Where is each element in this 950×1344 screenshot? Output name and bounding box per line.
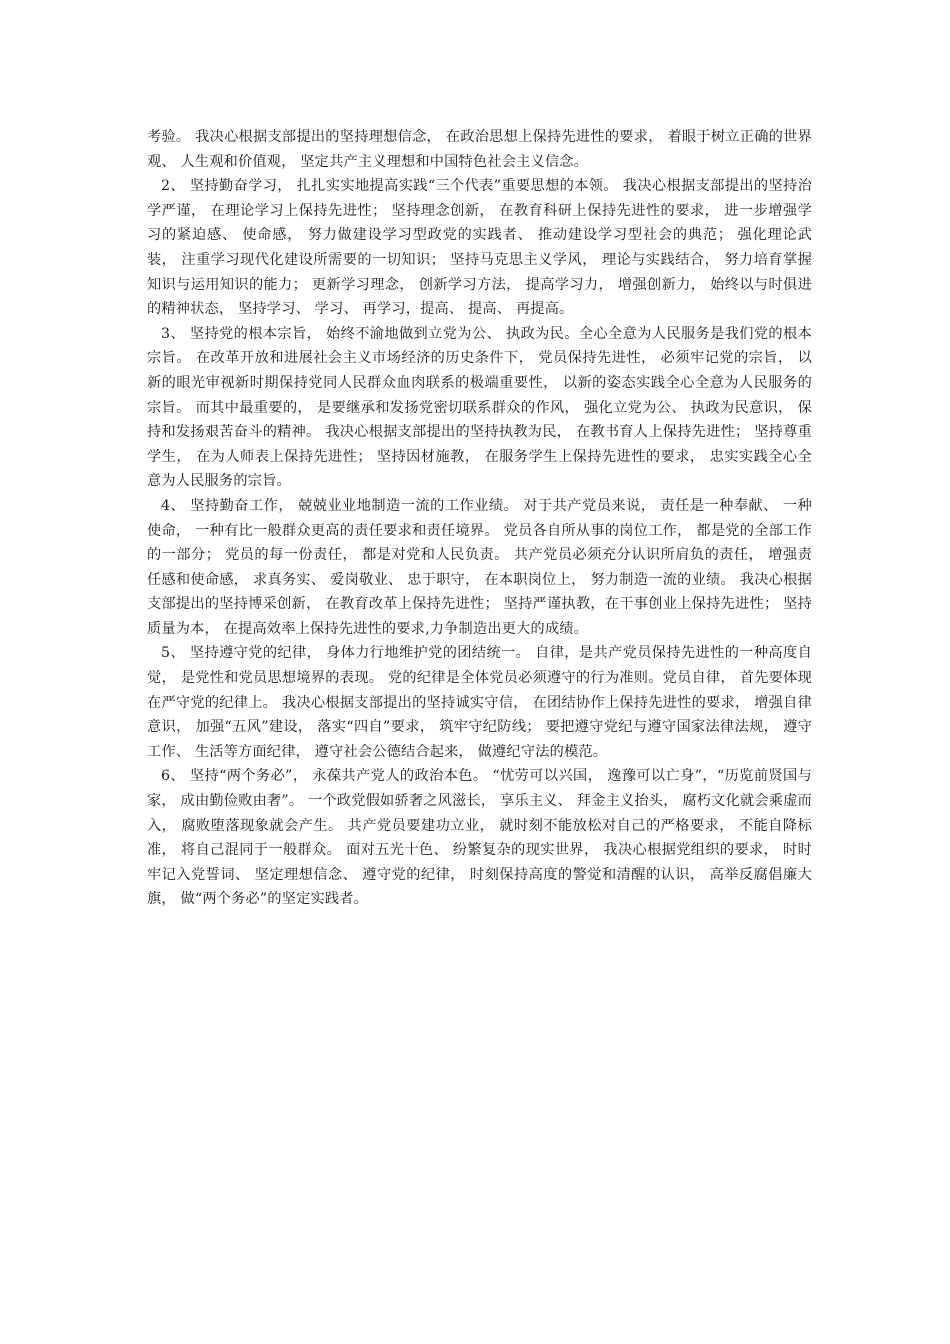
paragraph-item-3: 3、 坚持党的根本宗旨， 始终不渝地做到立党为公、 执政为民。全心全意为人民服务是我们党的根本宗旨。 在改革开放和进展社会主义市场经济的历史条件下， 党员保持先进性， 必须牢记党的宗旨， 以新的眼光审视新时期保持党同人民群众血肉联系的极端重要性， 以新的姿态实践全心全意为人民服务的宗旨。 而其中最重要的， 是要继承和发扬党密切联系群众的作风， 强化立党为公、 执政为民意识， 保持和发扬艰苦奋斗的精神。 我决心根据支部提出的坚持执教为民， 在教书育人上保持先进性； 坚持尊重学生， 在为人师表上保持先进性； 坚持因材施教， 在服务学生上保持先进性的要求， 忠实实践全心全意为人民服务的宗旨。	[147, 325, 812, 490]
paragraph-intro: 考验。 我决心根据支部提出的坚持理想信念， 在政治思想上保持先进性的要求， 着眼于树立正确的世界观、 人生观和价值观， 坚定共产主义理想和中国特色社会主义信念。	[147, 129, 812, 170]
paragraph-item-2: 2、 坚持勤奋学习， 扎扎实实地提高实践“三个代表”重要思想的本领。 我决心根据支部提出的坚持治学严谨， 在理论学习上保持先进性； 坚持理念创新， 在教育科研上保持先进性的要求， 进一步增强学习的紧迫感、 使命感， 努力做建设学习型政党的实践者、 推动建设学习型社会的典范； 强化理论武装， 注重学习现代化建设所需要的一切知识； 坚持马克思主义学风， 理论与实践结合， 努力培育掌握知识与运用知识的能力； 更新学习理念， 创新学习方法， 提高学习力， 增强创新力， 始终以与时俱进的精神状态， 坚持学习、 学习、 再学习，提高、 提高、 再提高。	[147, 178, 812, 318]
document-body	[147, 125, 812, 912]
paragraph-item-5: 5、 坚持遵守党的纪律， 身体力行地维护党的团结统一。 自律，是共产党员保持先进性的一种高度自觉， 是党性和党员思想境界的表现。 党的纪律是全体党员必须遵守的行为准则。党员自律， 首先要体现在严守党的纪律上。 我决心根据支部提出的坚持诚实守信， 在团结协作上保持先进性的要求， 增强自律意识， 加强“五风”建设， 落实“四自”要求， 筑牢守纪防线； 要把遵守党纪与遵守国家法律法规， 遵守工作、 生活等方面纪律， 遵守社会公德结合起来， 做遵纪守法的模范。	[147, 645, 812, 760]
paragraph-item-4: 4、 坚持勤奋工作， 兢兢业业地制造一流的工作业绩。 对于共产党员来说， 责任是一种奉献、 一种使命， 一种有比一般群众更高的责任要求和责任境界。 党员各自所从事的岗位工作， 都是党的全部工作的一部分； 党员的每一份责任， 都是对党和人民负责。 共产党员必须充分认识所肩负的责任， 增强责任感和使命感， 求真务实、 爱岗敬业、 忠于职守， 在本职岗位上， 努力制造一流的业绩。 我决心根据支部提出的坚持博采创新， 在教育改革上保持先进性； 坚持严谨执教，在干事创业上保持先进性； 坚持质量为本， 在提高效率上保持先进性的要求,力争制造出更大的成绩。	[147, 497, 812, 637]
paragraph-item-6: 6、 坚持“两个务必”， 永葆共产党人的政治本色。 “忧劳可以兴国， 逸豫可以亡身”，“历览前贤国与家， 成由勤俭败由奢”。 一个政党假如骄奢之风滋长， 享乐主义、 拜金主义抬头， 腐朽文化就会乘虚而入， 腐败堕落现象就会产生。 共产党员要建功立业， 就时刻不能放松对自己的严格要求， 不能自降标准， 将自己混同于一般群众。 面对五光十色、 纷繁复杂的现实世界， 我决心根据党组织的要求， 时时牢记入党誓词、 坚定理想信念、 遵守党的纪律， 时刻保持高度的警觉和清醒的认识， 高举反腐倡廉大旗， 做“两个务必”的坚定实践者。	[147, 768, 812, 908]
